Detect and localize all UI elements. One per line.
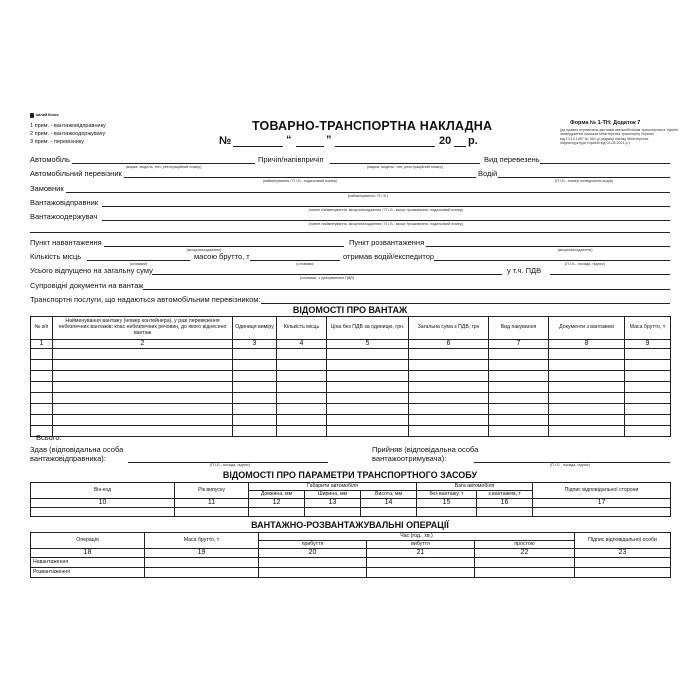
accepted-hint: (П.І.Б., посада, підпис) <box>550 463 590 467</box>
copy-1: 1 прим. - вантажовідправнику <box>30 123 106 129</box>
col-number: 3 <box>233 340 277 349</box>
loading-point-label: Пункт навантаження <box>30 238 102 247</box>
consignee-field[interactable] <box>102 220 670 221</box>
col-cargo-name: Найменування вантажу (номер контейнера), у разі перевезення небезпечних вантажів: клас небезпечних речовин, до якого віднесено вантаж <box>53 317 233 340</box>
transport-type-label: Вид перевезень <box>484 155 540 164</box>
table-row[interactable] <box>31 349 671 360</box>
table-row[interactable] <box>31 415 671 426</box>
total-hint: (словами, з урахуванням ПДВ) <box>299 276 355 280</box>
car-label: Автомобіль <box>30 155 70 164</box>
unloading-hint: (місцезнаходження) <box>557 248 593 252</box>
col-places: Кількість місць <box>277 317 327 340</box>
table-row[interactable] <box>31 426 671 437</box>
number-sign: № <box>219 135 232 147</box>
places-count-label: Кількість місць <box>30 252 82 261</box>
col-number: 11 <box>175 499 249 508</box>
day-field[interactable] <box>296 146 324 147</box>
quote-open: “ <box>286 134 292 146</box>
document-title: ТОВАРНО-ТРАНСПОРТНА НАКЛАДНА <box>252 119 493 133</box>
col-number: 16 <box>477 499 533 508</box>
col-number: 14 <box>361 499 417 508</box>
table-row[interactable] <box>31 404 671 415</box>
col-number: 22 <box>475 549 575 558</box>
customer-field[interactable] <box>66 192 670 193</box>
cargo-section-title: ВІДОМОСТІ ПРО ВАНТАЖ <box>292 305 408 315</box>
customer-hint: (найменування / П.І.Б.) <box>347 194 389 198</box>
handed-label: Здав (відповідальна особа вантажовідправника): <box>30 445 124 463</box>
total-sum-label: Усього відпущено на загальну суму <box>30 266 153 275</box>
col-weight: Вага автомобіля <box>417 483 533 491</box>
logo-text: малий бізнес <box>36 113 59 117</box>
col-gross: Маса брутто, т <box>625 317 671 340</box>
logo-icon <box>30 113 34 118</box>
col-documents: Документи з вантажем <box>549 317 625 340</box>
col-number: 13 <box>305 499 361 508</box>
ops-section-title: ВАНТАЖНО-РОЗВАНТАЖУВАЛЬНІ ОПЕРАЦІЇ <box>251 520 449 530</box>
consignee-field-2[interactable] <box>30 232 670 233</box>
col-number: 9 <box>625 340 671 349</box>
row-unloading: Розвантаження <box>31 568 145 578</box>
form-note: (до правил перевезень вантажів автомобільним транспортом в Україні, затверджених наказом Міністерства транспорту України від 14.10.1997 № 363 (у редакції наказу Міністерства інфраструктури України від 03.08.2021 р.) <box>560 128 679 146</box>
col-number: 8 <box>549 340 625 349</box>
col-number: 19 <box>145 549 259 558</box>
col-number: 5 <box>327 340 409 349</box>
col-length: Довжина, мм <box>249 491 305 499</box>
col-loaded: з вантажем, т <box>477 491 533 499</box>
col-number: 4 <box>277 340 327 349</box>
trailer-field[interactable] <box>330 163 480 164</box>
consignee-label: Вантажоодержувач <box>30 212 98 221</box>
received-by-label: отримав водій/експедитор <box>343 252 435 261</box>
places-count-field[interactable] <box>87 260 190 261</box>
document-number-field[interactable] <box>233 146 283 147</box>
services-label: Транспортні послуги, що надаються автомобільним перевізником: <box>30 295 261 304</box>
col-number: 23 <box>575 549 671 558</box>
cargo-total-label: Всього: <box>36 433 62 442</box>
places-hint: (словами) <box>129 262 148 266</box>
driver-field[interactable] <box>498 177 670 178</box>
table-row[interactable] <box>31 382 671 393</box>
table-row[interactable] <box>31 371 671 382</box>
year-prefix: 20 <box>439 135 452 147</box>
shipper-hint: (повне найменування, місцезнаходження / П.І.Б., місце проживання, податковий номер) <box>308 208 464 212</box>
shipper-field[interactable] <box>102 206 670 207</box>
table-row[interactable] <box>31 558 671 568</box>
form-label: Форма № 1-ТН; Додаток 7 <box>570 120 641 126</box>
col-departure: вибуття <box>367 541 475 549</box>
col-mass: Маса брутто, т <box>145 533 259 549</box>
received-hint: (П.І.Б., посада, підпис) <box>565 262 605 266</box>
gross-hint: (словами) <box>296 262 314 266</box>
unloading-point-field[interactable] <box>426 246 670 247</box>
accepted-label: Прийняв (відповідальна особа вантажоотримувача): <box>372 445 479 463</box>
row-loading: Навантаження <box>31 558 145 568</box>
transport-type-field[interactable] <box>540 163 670 164</box>
col-number: 17 <box>533 499 671 508</box>
col-width: Ширина, мм <box>305 491 361 499</box>
month-field[interactable] <box>335 146 435 147</box>
customer-label: Замовник <box>30 184 64 193</box>
col-number: 12 <box>249 499 305 508</box>
col-idle: простою <box>475 541 575 549</box>
col-time: Час (год., хв.) <box>259 533 575 541</box>
col-operation: Операція <box>31 533 145 549</box>
table-row[interactable] <box>31 393 671 404</box>
year-field[interactable] <box>454 146 466 147</box>
col-vin: Він-код <box>31 483 175 499</box>
loading-hint: (місцезнаходження) <box>186 248 222 252</box>
col-number: 10 <box>31 499 175 508</box>
vat-field[interactable] <box>550 274 670 275</box>
col-number: 21 <box>367 549 475 558</box>
col-total: Загальна сума з ПДВ, грн <box>409 317 489 340</box>
vehicle-section-title: ВІДОМОСТІ ПРО ПАРАМЕТРИ ТРАНСПОРТНОГО ЗАСОБУ <box>222 470 478 480</box>
services-field[interactable] <box>261 303 670 304</box>
col-price: Ціна без ПДВ за одиницю, грн. <box>327 317 409 340</box>
col-arrival: прибуття <box>259 541 367 549</box>
shipper-label: Вантажовідправник <box>30 198 99 207</box>
col-number: 2 <box>53 340 233 349</box>
carrier-field[interactable] <box>124 177 476 178</box>
col-unloaded: без вантажу, т <box>417 491 477 499</box>
vehicle-table <box>30 482 671 517</box>
vat-label: у т.ч. ПДВ <box>507 266 542 275</box>
copy-3: 3 прим. - перевізнику <box>30 139 85 145</box>
col-no: № з/п <box>31 317 53 340</box>
col-height: Висота, мм <box>361 491 417 499</box>
cargo-table <box>30 316 671 437</box>
table-row[interactable] <box>31 508 671 517</box>
gross-mass-label: масою брутто, т <box>194 252 250 261</box>
col-vehicle-sign: Підпис відповідальної сторони <box>533 483 671 499</box>
car-hint: (марка, модель, тип, реєстраційний номер) <box>125 165 202 169</box>
col-dims: Габарити автомобіля <box>249 483 417 491</box>
col-number: 15 <box>417 499 477 508</box>
copy-2: 2 прим. - вантажоодержувачу <box>30 131 106 137</box>
col-number: 7 <box>489 340 549 349</box>
carrier-hint: (найменування / П.І.Б., податковий номер) <box>262 179 338 183</box>
col-number: 18 <box>31 549 145 558</box>
table-row[interactable] <box>31 568 671 578</box>
carrier-label: Автомобільний перевізник <box>30 169 122 178</box>
col-ops-sign: Підпис відповідальної особи <box>575 533 671 549</box>
col-packaging: Вид пакування <box>489 317 549 340</box>
col-number: 1 <box>31 340 53 349</box>
driver-label: Водій <box>478 169 498 178</box>
loading-point-field[interactable] <box>104 246 344 247</box>
unloading-point-label: Пункт розвантаження <box>349 238 425 247</box>
consignee-hint: (повне найменування, місцезнаходження / П.І.Б., місце проживання, податковий номер) <box>308 222 464 226</box>
received-by-field[interactable] <box>434 260 670 261</box>
trailer-hint: (марка, модель, тип, реєстраційний номер) <box>366 165 444 169</box>
car-field[interactable] <box>72 163 255 164</box>
gross-mass-field[interactable] <box>250 260 340 261</box>
table-row[interactable] <box>31 360 671 371</box>
col-number: 6 <box>409 340 489 349</box>
col-unit: Одиниця виміру <box>233 317 277 340</box>
col-year: Рік випуску <box>175 483 249 499</box>
ops-table <box>30 532 671 578</box>
quote-close: ” <box>326 134 332 146</box>
docs-label: Супровідні документи на вантаж <box>30 281 144 290</box>
docs-field[interactable] <box>143 289 670 290</box>
col-number: 20 <box>259 549 367 558</box>
trailer-label: Причіп/напівпричіп <box>258 155 324 164</box>
total-sum-field[interactable] <box>152 274 502 275</box>
year-end: р. <box>468 135 478 147</box>
driver-hint: (П.І.Б., номер посвідчення водія) <box>555 179 613 183</box>
handed-hint: (П.І.Б., посада, підпис) <box>210 463 250 467</box>
